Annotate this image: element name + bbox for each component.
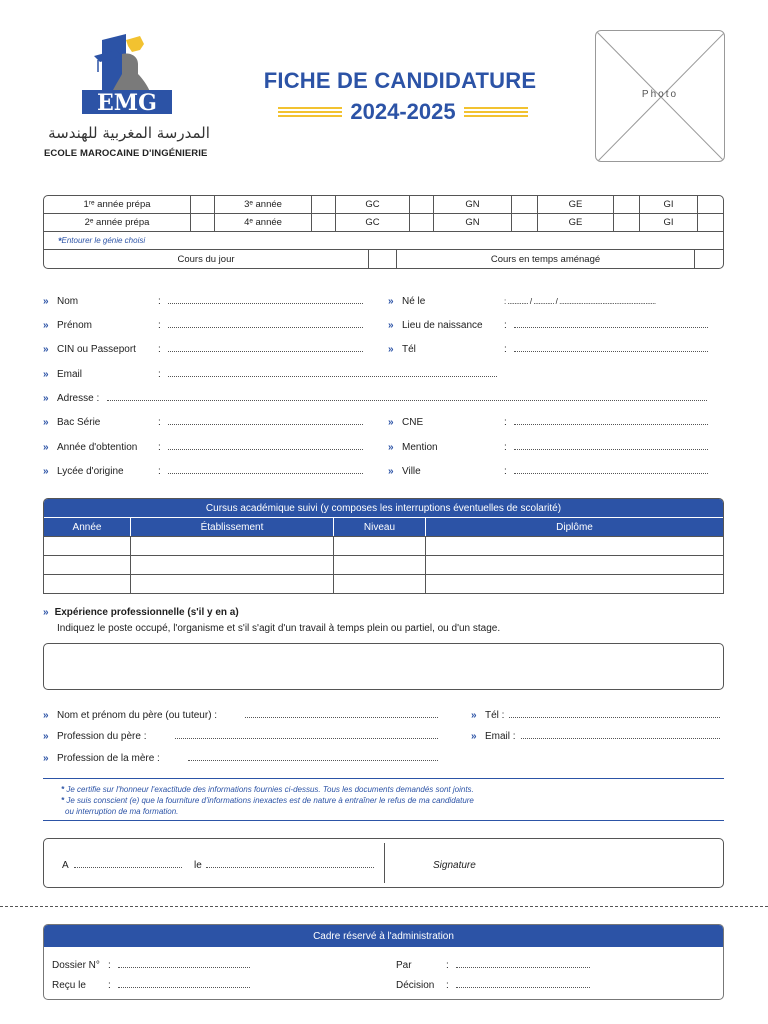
field-prenom-label: Prénom xyxy=(57,319,93,331)
mode-day-label: Cours du jour xyxy=(44,250,369,268)
chevron-icon: » xyxy=(388,441,394,453)
field-nom[interactable]: » Nom : xyxy=(43,294,363,308)
choice-gn-1[interactable]: GN xyxy=(434,196,512,213)
field-cne-label: CNE xyxy=(402,416,424,428)
col-annee: Année xyxy=(44,518,131,536)
field-parent-email-label: Email : xyxy=(485,730,516,742)
certification-block: * Je certifie sur l'honneur l'exactitude des informations fournies ci-dessus. Tous les documents demandés sont joints. * Je suis conscient (e) que la fourniture d'informations inexactes est de nature à entraîner le refus de ma candidature ou interruption de ma formation. xyxy=(43,778,724,821)
field-cin-label: CIN ou Passeport xyxy=(57,343,136,355)
photo-label: Photo xyxy=(641,89,679,100)
checkbox-gi-2[interactable] xyxy=(698,214,723,231)
signature-box xyxy=(43,838,724,888)
cell-niveau[interactable] xyxy=(334,556,426,574)
field-bac-label: Bac Série xyxy=(57,416,101,428)
chevron-icon: » xyxy=(388,295,394,307)
field-annee-obtention[interactable]: » Année d'obtention : xyxy=(43,440,363,454)
field-ne-le-label: Né le xyxy=(402,295,426,307)
field-email[interactable]: » Email : xyxy=(43,367,497,381)
field-parent-tel[interactable] xyxy=(471,708,720,722)
checkbox-prepa-2[interactable] xyxy=(191,214,215,231)
dossier-label: Dossier N° xyxy=(52,959,100,971)
choice-note xyxy=(44,232,723,250)
admin-box xyxy=(43,924,724,1000)
form-title: FICHE DE CANDIDATURE xyxy=(263,68,537,93)
signature-label: Signature xyxy=(433,859,476,871)
experience-textarea[interactable] xyxy=(43,643,724,690)
cell-niveau[interactable] xyxy=(334,537,426,555)
chevron-icon: » xyxy=(43,343,49,355)
choice-4e-annee: 4ᵉ année xyxy=(215,214,312,231)
decorative-lines-right xyxy=(464,107,528,117)
field-nom-label: Nom xyxy=(57,295,79,307)
place-label: A xyxy=(62,859,69,871)
checkbox-gn-2[interactable] xyxy=(512,214,538,231)
field-profession-mere-label: Profession de la mère : xyxy=(57,752,160,764)
cert-line-3: ou interruption de ma formation. xyxy=(65,807,179,816)
birth-date-pattern: : ............ / ............ / ........................................................ xyxy=(504,296,656,306)
field-cin[interactable]: » CIN ou Passeport : xyxy=(43,342,363,356)
choice-row-2 xyxy=(44,214,723,232)
choice-gc-1[interactable]: GC xyxy=(336,196,410,213)
cell-diplome[interactable] xyxy=(426,575,723,593)
chevron-icon: » xyxy=(43,709,49,721)
field-ville[interactable]: » Ville : xyxy=(388,464,708,478)
field-date[interactable] xyxy=(194,858,374,872)
choice-3e-annee: 3ᵉ année xyxy=(215,196,312,213)
choice-ge-1[interactable]: GE xyxy=(538,196,614,213)
chevron-icon: » xyxy=(388,416,394,428)
field-profession-pere[interactable] xyxy=(43,729,438,743)
checkbox-prepa-1[interactable] xyxy=(191,196,215,213)
field-ne-le[interactable] xyxy=(388,294,708,308)
field-recu[interactable]: Reçu le : xyxy=(52,978,250,992)
field-mention[interactable]: » Mention : xyxy=(388,440,708,454)
chevron-icon: » xyxy=(43,295,49,307)
field-adresse[interactable] xyxy=(43,391,707,405)
choice-prepa-2: 2ᵉ année prépa xyxy=(44,214,191,231)
field-prenom[interactable]: » Prénom : xyxy=(43,318,363,332)
choice-row-1 xyxy=(44,196,723,214)
field-email-label: Email xyxy=(57,368,83,380)
checkbox-gc-1[interactable] xyxy=(410,196,434,213)
photo-box[interactable] xyxy=(595,30,725,162)
choice-gi-2[interactable]: GI xyxy=(640,214,698,231)
school-logo xyxy=(82,34,172,116)
choice-ge-2[interactable]: GE xyxy=(538,214,614,231)
checkbox-gc-2[interactable] xyxy=(410,214,434,231)
signature-divider xyxy=(384,843,385,883)
chevron-icon: » xyxy=(43,368,49,380)
decision-label: Décision xyxy=(396,979,435,991)
chevron-icon: » xyxy=(471,709,477,721)
chevron-icon: » xyxy=(43,319,49,331)
choice-gn-2[interactable]: GN xyxy=(434,214,512,231)
cursus-header-row xyxy=(44,517,723,536)
checkbox-mode-adjusted[interactable] xyxy=(695,250,723,268)
mode-adjusted-label: Cours en temps aménagé xyxy=(397,250,695,268)
field-pere[interactable] xyxy=(43,708,438,722)
field-profession-pere-label: Profession du père : xyxy=(57,730,147,742)
chevron-icon: » xyxy=(43,607,49,618)
col-etablissement: Établissement xyxy=(131,518,334,536)
chevron-icon: » xyxy=(43,392,49,404)
cursus-table xyxy=(43,498,724,594)
experience-title xyxy=(43,607,239,618)
field-lycee-label: Lycée d'origine xyxy=(57,465,124,477)
choice-gc-2[interactable]: GC xyxy=(336,214,410,231)
schedule-row xyxy=(44,250,723,268)
col-diplome: Diplôme xyxy=(556,521,593,533)
cell-annee[interactable] xyxy=(44,575,131,593)
experience-title-text: Expérience professionnelle (s'il y en a) xyxy=(54,607,239,618)
checkbox-gi-1[interactable] xyxy=(698,196,723,213)
cut-line xyxy=(0,906,768,907)
field-lieu[interactable]: » Lieu de naissance : xyxy=(388,318,708,332)
checkbox-ge-2[interactable] xyxy=(614,214,640,231)
choice-gi-1[interactable]: GI xyxy=(640,196,698,213)
field-mention-label: Mention xyxy=(402,441,438,453)
checkbox-mode-day[interactable] xyxy=(369,250,397,268)
checkbox-4e-annee[interactable] xyxy=(312,214,336,231)
chevron-icon: » xyxy=(43,416,49,428)
field-parent-email[interactable] xyxy=(471,729,720,743)
cell-annee[interactable] xyxy=(44,537,131,555)
field-adresse-label: Adresse : xyxy=(57,392,100,404)
chevron-icon: » xyxy=(43,465,49,477)
note-star: * xyxy=(58,235,62,246)
chevron-icon: » xyxy=(43,752,49,764)
chevron-icon: » xyxy=(43,730,49,742)
academic-year: 2024-2025 xyxy=(350,99,456,124)
cell-etablissement[interactable] xyxy=(131,556,334,574)
table-row xyxy=(44,536,723,555)
admin-title: Cadre réservé à l'administration xyxy=(44,925,723,947)
program-choice-table xyxy=(43,195,724,269)
date-label: le xyxy=(194,859,202,871)
checkbox-ge-1[interactable] xyxy=(614,196,640,213)
recu-label: Reçu le xyxy=(52,979,86,991)
field-decision[interactable]: Décision : xyxy=(396,978,590,992)
checkbox-gn-1[interactable] xyxy=(512,196,538,213)
field-lycee[interactable]: » Lycée d'origine : xyxy=(43,464,363,478)
cell-etablissement[interactable] xyxy=(131,575,334,593)
cell-etablissement[interactable] xyxy=(131,537,334,555)
field-dossier[interactable]: Dossier N° : xyxy=(52,958,250,972)
field-bac[interactable]: » Bac Série : xyxy=(43,415,363,429)
chevron-icon: » xyxy=(388,319,394,331)
experience-subtitle: Indiquez le poste occupé, l'organisme et s'il s'agit d'un travail à temps plein ou partiel, ou d'un stage. xyxy=(57,623,501,634)
chevron-icon: » xyxy=(43,441,49,453)
cursus-title: Cursus académique suivi (y composes les interruptions éventuelles de scolarité) xyxy=(44,499,723,517)
field-tel[interactable]: » Tél : xyxy=(388,342,708,356)
field-tel-label: Tél xyxy=(402,343,416,355)
field-annee-label: Année d'obtention xyxy=(57,441,138,453)
field-pere-label: Nom et prénom du père (ou tuteur) : xyxy=(57,709,218,721)
field-par[interactable]: Par : xyxy=(396,958,590,972)
table-row xyxy=(44,555,723,574)
field-cne[interactable]: » CNE : xyxy=(388,415,708,429)
field-profession-mere[interactable] xyxy=(43,751,438,765)
choice-prepa-1: 1ʳᵉ année prépa xyxy=(44,196,191,213)
field-lieu-label: Lieu de naissance xyxy=(402,319,483,331)
chevron-icon: » xyxy=(388,343,394,355)
checkbox-3e-annee[interactable] xyxy=(312,196,336,213)
logo-text: EMG xyxy=(97,90,157,116)
cell-diplome[interactable] xyxy=(426,556,723,574)
decorative-lines-left xyxy=(278,107,342,117)
field-parent-tel-label: Tél : xyxy=(485,709,505,721)
cert-line-1: Je certifie sur l'honneur l'exactitude des informations fournies ci-dessus. Tous les documents demandés sont joints. xyxy=(66,785,474,794)
cell-niveau[interactable] xyxy=(334,575,426,593)
chevron-icon: » xyxy=(388,465,394,477)
year-banner xyxy=(258,98,548,126)
chevron-icon: » xyxy=(471,730,477,742)
table-row xyxy=(44,574,723,593)
cert-line-2: Je suis conscient (e) que la fourniture d'informations inexactes est de nature à entraîner le refus de ma candidature xyxy=(66,796,474,805)
note-text: Entourer le génie choisi xyxy=(61,236,146,245)
cell-diplome[interactable] xyxy=(426,537,723,555)
field-place[interactable] xyxy=(62,858,182,872)
field-ville-label: Ville xyxy=(402,465,421,477)
col-niveau: Niveau xyxy=(334,518,426,536)
school-name-french: ECOLE MAROCAINE D'INGÉNIERIE xyxy=(44,148,208,159)
par-label: Par xyxy=(396,959,412,971)
cell-annee[interactable] xyxy=(44,556,131,574)
school-name-arabic: المدرسة المغربية للهندسة xyxy=(48,124,210,142)
